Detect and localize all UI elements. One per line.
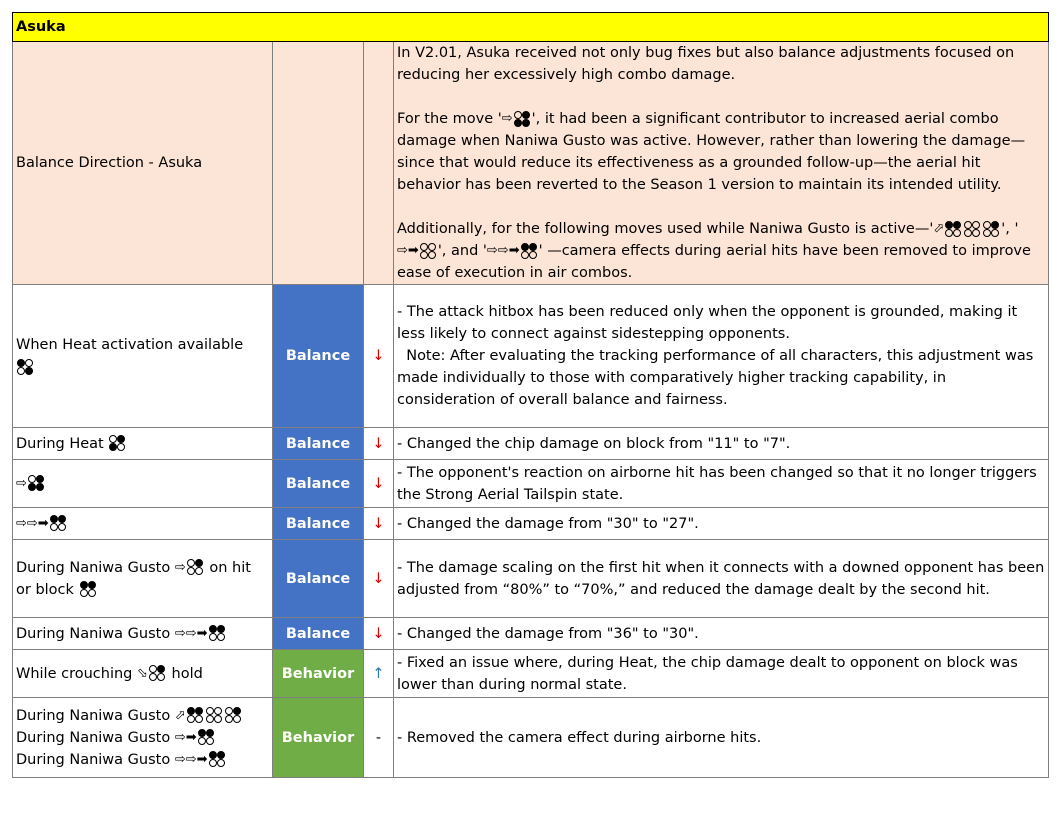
table-row (13, 618, 1049, 650)
upforward-arrow-icon: ⬀ (174, 707, 186, 723)
move-name: During Naniwa Gusto (16, 751, 171, 768)
intro-label: Balance Direction - Asuka (13, 42, 273, 285)
intro-tag-cell (273, 42, 364, 285)
button-icon (149, 665, 166, 682)
category-tag: Behavior (273, 698, 364, 778)
button-icon (206, 707, 223, 724)
move-name-suffix: hold (171, 665, 203, 682)
move-cell (13, 698, 273, 778)
table-row (13, 508, 1049, 540)
nerf-arrow-icon: ↓ (364, 428, 394, 460)
move-cell (13, 285, 273, 428)
forward-arrow-icon: ⇨⇨ (16, 515, 38, 531)
move-name: During Naniwa Gusto (16, 625, 171, 642)
table-row (13, 428, 1049, 460)
button-icon (80, 581, 97, 598)
button-icon (198, 729, 215, 746)
button-icon (50, 515, 67, 532)
move-cell (13, 650, 273, 698)
category-tag: Balance (273, 460, 364, 508)
button-icon (964, 221, 981, 238)
button-pair-icon (514, 111, 531, 128)
nerf-arrow-icon: ↓ (364, 618, 394, 650)
category-tag: Behavior (273, 650, 364, 698)
forward-arrow-icon: ⇨⇨ (174, 625, 197, 641)
change-description: - The opponent's reaction on airborne hit has been changed so that it no longer triggers the Strong Aerial Tailspin state. (394, 460, 1049, 508)
move-name-suffix: on hit or block (16, 559, 251, 598)
intro-text: For the move ' (397, 111, 502, 127)
change-description: - Changed the chip damage on block from "11" to "7". (394, 428, 1049, 460)
title-row (13, 13, 1049, 42)
forward-arrow-icon: ⇨ (174, 729, 186, 745)
button-icon (209, 625, 226, 642)
button-icon (28, 475, 45, 492)
forward-hold-icon: ➡ (508, 243, 520, 258)
intro-text: ' —camera effects during aerial hits have been removed to improve ease of execution in air combos. (397, 243, 1031, 281)
forward-arrow-icon: ⇨ (16, 475, 27, 491)
change-description: - Fixed an issue where, during Heat, the chip damage dealt to opponent on block was lower than during normal state. (394, 650, 1049, 698)
button-icon (521, 243, 538, 260)
intro-paragraph-2 (397, 108, 1045, 196)
desc-note: Note: After evaluating the tracking performance of all characters, this adjustment was made individually to those with comparatively higher tracking capability, in consideration of overall balance and fairness. (397, 348, 1038, 408)
move-name: During Naniwa Gusto (16, 729, 171, 746)
button-icon (109, 435, 126, 452)
nerf-arrow-icon: ↓ (364, 460, 394, 508)
forward-arrow-icon: ⇨ (397, 243, 408, 258)
forward-arrow-icon: ⇨⇨ (486, 243, 509, 258)
change-description: - Removed the camera effect during airborne hits. (394, 698, 1049, 778)
button-icon (225, 707, 242, 724)
category-tag: Balance (273, 540, 364, 618)
category-tag: Balance (273, 508, 364, 540)
intro-arrow-cell (364, 42, 394, 285)
category-tag: Balance (273, 285, 364, 428)
move-cell (13, 460, 273, 508)
table-row (13, 460, 1049, 508)
no-change-marker: - (364, 698, 394, 778)
desc-line: - The attack hitbox has been reduced only when the opponent is grounded, making it less likely to connect against sidestepping opponents. (397, 304, 1018, 342)
move-name: While crouching (16, 665, 133, 682)
forward-arrow-icon: ⇨ (174, 559, 186, 575)
button-icon (17, 359, 34, 376)
forward-hold-icon: ➡ (185, 729, 197, 745)
nerf-arrow-icon: ↓ (364, 508, 394, 540)
nerf-arrow-icon: ↓ (364, 540, 394, 618)
move-name: During Naniwa Gusto (16, 559, 171, 576)
change-description: - The damage scaling on the first hit when it connects with a downed opponent has been adjusted from “80%” to “70%,” and reduced the damage dealt by the second hit. (394, 540, 1049, 618)
forward-hold-icon: ➡ (196, 625, 208, 641)
character-title: Asuka (13, 13, 1049, 42)
table-row (13, 285, 1049, 428)
downforward-arrow-icon: ⬂ (137, 665, 148, 681)
intro-text: ', it had been a significant contributor to increased aerial combo damage when Naniwa Gusto was active. However, rather than lowering the damage—since that would reduce its effectiveness as a grounded follow-up—the aerial hit behavior has been reverted to the Season 1 version to maintain its intended utility. (397, 111, 1026, 193)
change-description (394, 285, 1049, 428)
category-tag: Balance (273, 618, 364, 650)
table-row (13, 540, 1049, 618)
intro-row (13, 42, 1049, 285)
move-cell (13, 540, 273, 618)
forward-hold-icon: ➡ (196, 751, 208, 767)
forward-arrow-icon: ⇨ (501, 111, 513, 126)
intro-description (394, 42, 1049, 285)
intro-paragraph-1: In V2.01, Asuka received not only bug fixes but also balance adjustments focused on reducing her excessively high combo damage. (397, 45, 1015, 83)
button-icon (420, 243, 437, 260)
table-row (13, 698, 1049, 778)
buff-arrow-icon: ↑ (364, 650, 394, 698)
upforward-arrow-icon: ⬀ (933, 221, 945, 236)
intro-text: ', and ' (437, 243, 487, 259)
table-row (13, 650, 1049, 698)
move-cell (13, 618, 273, 650)
category-tag: Balance (273, 428, 364, 460)
intro-text: Additionally, for the following moves used while Naniwa Gusto is active—' (397, 221, 934, 237)
intro-text: ', ' (1001, 221, 1019, 237)
button-icon (945, 221, 962, 238)
change-description: - Changed the damage from "36" to "30". (394, 618, 1049, 650)
change-description: - Changed the damage from "30" to "27". (394, 508, 1049, 540)
button-icon (187, 707, 204, 724)
patch-notes-table (12, 12, 1049, 778)
intro-paragraph-3 (397, 218, 1045, 284)
move-name: When Heat activation available (16, 337, 244, 353)
nerf-arrow-icon: ↓ (364, 285, 394, 428)
button-icon (983, 221, 1000, 238)
move-name: During Heat (16, 435, 104, 452)
button-icon (187, 559, 204, 576)
button-icon (209, 751, 226, 768)
forward-hold-icon: ➡ (37, 515, 49, 531)
forward-hold-icon: ➡ (407, 243, 419, 258)
move-cell (13, 508, 273, 540)
forward-arrow-icon: ⇨⇨ (174, 751, 197, 767)
move-cell (13, 428, 273, 460)
move-name: During Naniwa Gusto (16, 707, 171, 724)
